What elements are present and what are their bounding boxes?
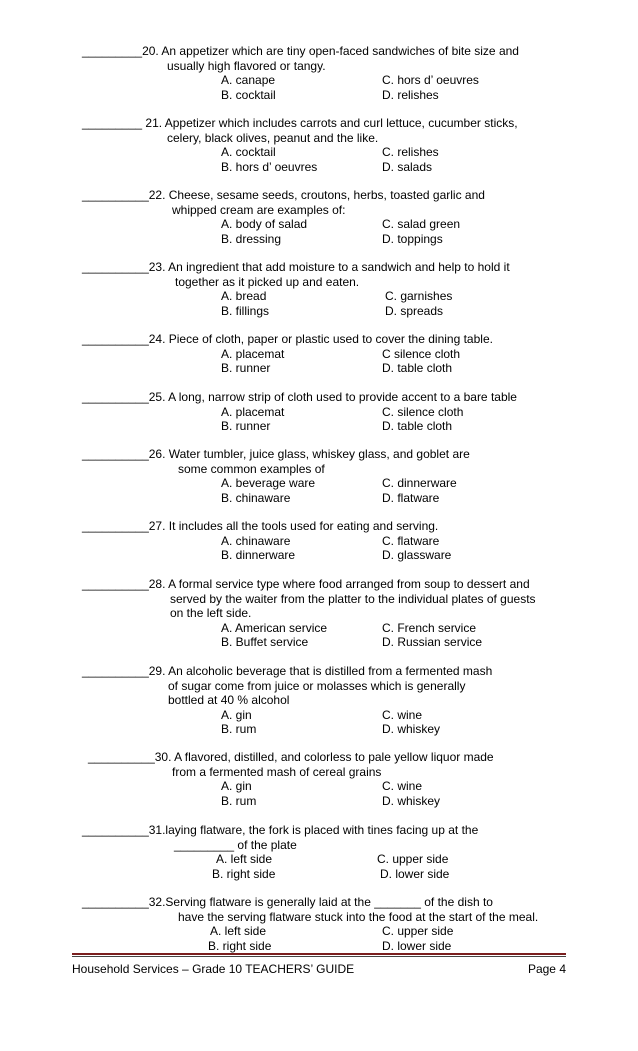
- answer-option-b: B. runner: [221, 419, 271, 433]
- answer-option-c: C. upper side: [382, 924, 454, 938]
- answer-option-d: D. Russian service: [382, 635, 483, 649]
- question-stem-line: __________25. A long, narrow strip of cloth used to provide accent to a bare table: [82, 390, 517, 404]
- question-stem-line: celery, black olives, peanut and the like.: [167, 130, 379, 145]
- question-stem-line: __________27. It includes all the tools used for eating and serving.: [82, 519, 439, 533]
- question-stem-line: __________22. Cheese, sesame seeds, croutons, herbs, toasted garlic and: [82, 188, 485, 202]
- answer-option-b: B. Buffet service: [221, 635, 309, 649]
- answer-option-d: D. lower side: [380, 866, 450, 881]
- answer-option-c: C. wine: [382, 779, 423, 793]
- answer-option-d: D. toppings: [382, 231, 443, 246]
- answer-option-a: A. bread: [221, 289, 267, 303]
- answer-option-b: B. fillings: [221, 303, 270, 318]
- answer-option-a: A. gin: [221, 707, 252, 722]
- question-stem-line: __________29. An alcoholic beverage that is distilled from a fermented mash: [82, 664, 493, 678]
- question-stem-line: whipped cream are examples of:: [172, 202, 346, 217]
- answer-option-b: B. runner: [221, 361, 271, 375]
- answer-option-c: C. silence cloth: [382, 404, 464, 419]
- answer-option-a: A. placemat: [221, 404, 285, 419]
- answer-option-c: C. wine: [382, 707, 423, 722]
- question-stem-line: __________32.Serving flatware is generally laid at the _______ of the dish to: [82, 895, 493, 909]
- question-stem-line: on the left side.: [170, 606, 252, 620]
- question-stem-line: together as it picked up and eaten.: [175, 274, 360, 289]
- answer-option-d: D. relishes: [382, 87, 439, 102]
- answer-option-b: B. dressing: [221, 231, 282, 246]
- answer-option-a: A. beverage ware: [221, 476, 316, 490]
- answer-option-d: D. salads: [382, 159, 433, 174]
- question-stem-line: __________30. A flavored, distilled, and colorless to pale yellow liquor made: [88, 750, 494, 764]
- answer-option-a: A. cocktail: [221, 145, 276, 159]
- answer-option-d: D. spreads: [385, 303, 444, 318]
- answer-option-c: C. garnishes: [385, 289, 453, 303]
- answer-option-d: D. whiskey: [382, 793, 441, 808]
- answer-option-a: A. American service: [221, 620, 328, 635]
- answer-option-c: C. dinnerware: [382, 476, 457, 490]
- answer-option-b: B. chinaware: [221, 490, 291, 505]
- answer-option-d: D. flatware: [382, 490, 440, 505]
- answer-option-b: B. right side: [208, 938, 272, 953]
- question-stem-line: bottled at 40 % alcohol: [168, 693, 290, 707]
- answer-option-c: C silence cloth: [382, 346, 461, 361]
- answer-option-c: C. upper side: [377, 852, 449, 866]
- answer-option-a: A. body of salad: [221, 217, 308, 231]
- answer-option-c: C. relishes: [382, 145, 439, 159]
- question-stem-line: __________26. Water tumbler, juice glass, whiskey glass, and goblet are: [82, 447, 470, 461]
- answer-option-a: A. canape: [221, 73, 276, 87]
- answer-option-b: B. cocktail: [221, 87, 276, 102]
- answer-option-c: C. hors d’ oeuvres: [382, 73, 479, 87]
- answer-option-c: C. French service: [382, 620, 477, 635]
- answer-option-b: B. hors d’ oeuvres: [221, 159, 318, 174]
- answer-option-a: A. left side: [216, 852, 273, 866]
- footer-rule-thin: [72, 956, 566, 957]
- answer-option-a: A. left side: [210, 924, 267, 938]
- answer-option-d: D. table cloth: [382, 419, 453, 433]
- question-stem-line: of sugar come from juice or molasses which is generally: [168, 678, 466, 693]
- question-stem-line: _________ of the plate: [174, 837, 297, 852]
- answer-option-c: C. flatware: [382, 533, 440, 548]
- answer-option-d: D. lower side: [382, 938, 452, 953]
- answer-option-b: B. right side: [212, 866, 276, 881]
- answer-option-d: D. glassware: [382, 548, 452, 562]
- footer-rule-red: [72, 953, 566, 955]
- question-stem-line: _________ 21. Appetizer which includes carrots and curl lettuce, cucumber sticks,: [82, 116, 518, 130]
- question-stem-line: _________20. An appetizer which are tiny open-faced sandwiches of bite size and: [82, 44, 519, 58]
- answer-option-a: A. placemat: [221, 346, 285, 361]
- answer-option-b: B. dinnerware: [221, 548, 296, 562]
- answer-option-b: B. rum: [221, 793, 257, 808]
- question-stem-line: have the serving flatware stuck into the food at the start of the meal.: [178, 909, 539, 924]
- question-stem-line: some common examples of: [178, 461, 325, 476]
- footer-title: Household Services – Grade 10 TEACHERS’ GUIDE: [72, 962, 355, 976]
- question-stem-line: from a fermented mash of cereal grains: [172, 764, 382, 779]
- answer-option-a: A. gin: [221, 779, 252, 793]
- question-stem-line: __________24. Piece of cloth, paper or plastic used to cover the dining table.: [82, 332, 493, 346]
- answer-option-b: B. rum: [221, 722, 257, 736]
- answer-option-c: C. salad green: [382, 217, 461, 231]
- question-stem-line: __________28. A formal service type where food arranged from soup to dessert and: [82, 577, 530, 591]
- answer-option-d: D. whiskey: [382, 722, 441, 736]
- question-stem-line: usually high flavored or tangy.: [167, 58, 326, 73]
- footer-page-number: Page 4: [527, 962, 566, 976]
- answer-option-d: D. table cloth: [382, 361, 453, 375]
- question-stem-line: served by the waiter from the platter to the individual plates of guests: [170, 591, 536, 606]
- question-stem-line: __________23. An ingredient that add moisture to a sandwich and help to hold it: [82, 260, 510, 274]
- question-stem-line: __________31.laying flatware, the fork is placed with tines facing up at the: [82, 823, 479, 837]
- answer-option-a: A. chinaware: [221, 533, 291, 548]
